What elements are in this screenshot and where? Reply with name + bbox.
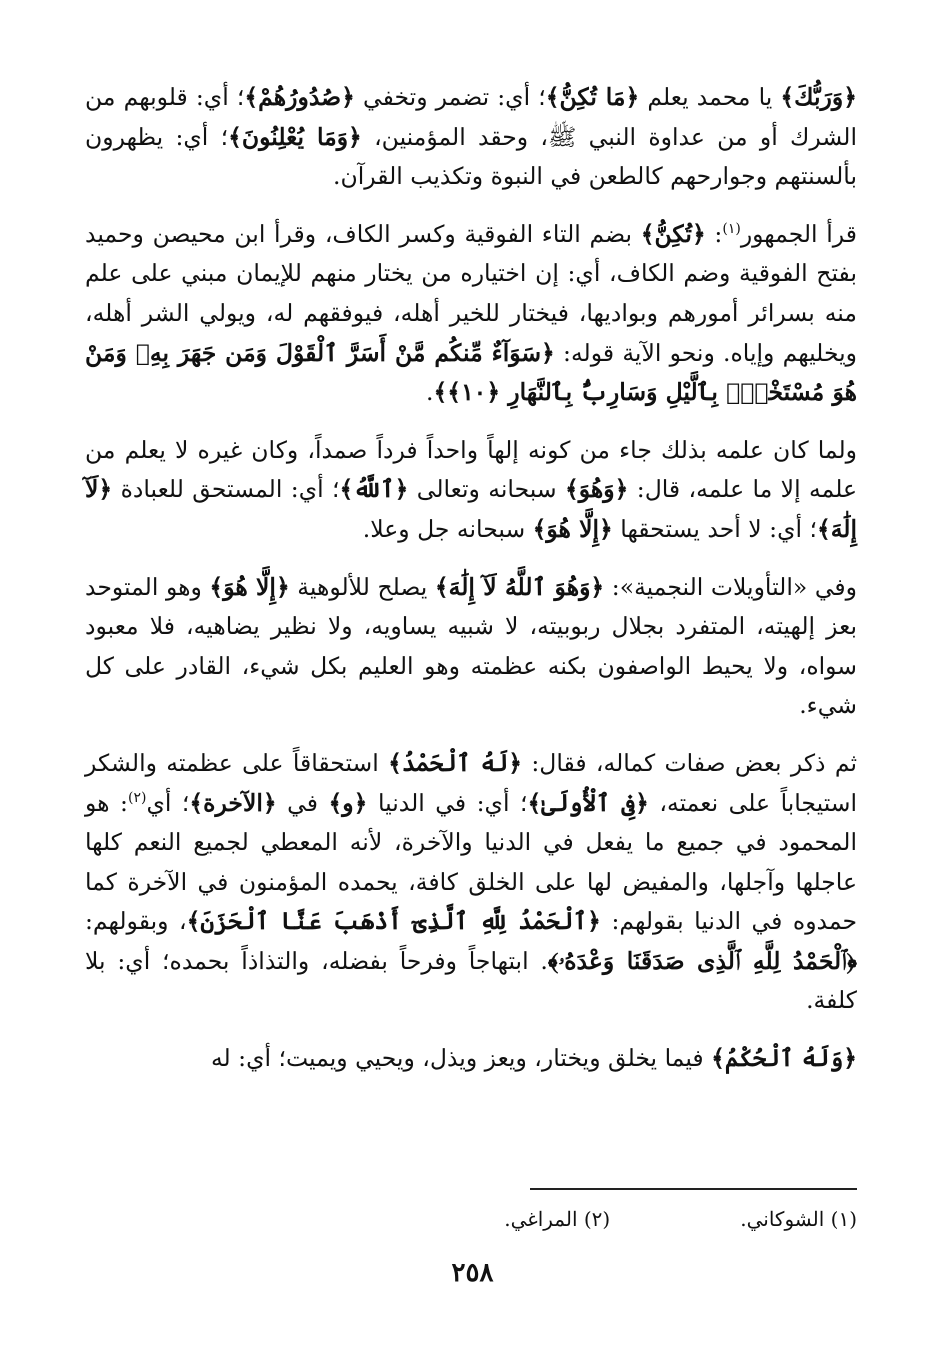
quran-quote: ﴿وَهُوَ﴾ <box>564 475 629 504</box>
paragraph-text: فيما يخلق ويختار، ويعز ويذل، ويحيي ويميت؛ أي: له <box>210 1044 712 1073</box>
footnote-1: (١) الشوكاني. <box>740 1207 857 1231</box>
quran-quote: ﴿ٱللَّهُ﴾ <box>339 475 409 504</box>
paragraph-text: . <box>426 378 434 407</box>
paragraph-text: ثم ذكر بعض صفات كماله، فقال: <box>522 748 857 777</box>
quran-quote: ﴿لَهُ ٱلْحَمْدُ﴾ <box>388 748 523 777</box>
paragraph-4 <box>85 568 857 726</box>
quran-quote: ﴿تُكِنُّ﴾ <box>640 219 706 248</box>
paragraph-2 <box>85 215 857 413</box>
footnotes <box>85 1204 857 1234</box>
quran-quote: ﴿سَوَآءٌ مِّنكُم مَّنْ أَسَرَّ ٱلْقَوْلَ وَمَن جَهَرَ بِهِۦ وَمَنْ هُوَ مُسْتَخْفٍۭ بِٱلَّيْلِ وَسَارِبٌۢ بِٱلنَّهَارِ ﴿١٠﴾﴾ <box>85 338 857 407</box>
paragraph-text: وهو المتوحد بعز إلهيته، المتفرد بجلال ربوبيته، لا شبيه يساويه، ولا نظير يضاهيه، فلا معبود سواه، ولا يحيط الواصفون بكنه عظمته وهو العليم بكل شيء، القادر على كل شيء. <box>85 572 857 720</box>
footnote-ref: (١) <box>722 220 741 237</box>
paragraph-text: ؛ أي: لا أحد يستحقها <box>612 514 817 543</box>
quran-quote: ﴿مَا تُكِنُّ﴾ <box>545 83 640 111</box>
quran-quote: ﴿الآخرة﴾ <box>189 788 277 817</box>
paragraph-text: وفي «التأويلات النجمية»: <box>604 572 857 601</box>
quran-quote: ﴿إِلَّا هُوَ﴾ <box>209 572 290 601</box>
page-number: ٢٥٨ <box>451 1258 494 1288</box>
quran-quote: ﴿ٱلْحَمْدُ لِلَّهِ ٱلَّذِى صَدَقَنَا وَعْدَهُۥ﴾ <box>547 946 857 975</box>
paragraph-text: ، وبقولهم: <box>85 907 187 936</box>
paragraph-text: ؛ أي: المستحق للعبادة <box>112 475 340 504</box>
quran-quote: ﴿وَمَا يُعْلِنُونَ﴾ <box>228 122 362 151</box>
paragraph-1 <box>85 78 857 197</box>
footnote-separator <box>530 1188 857 1190</box>
paragraph-text: : <box>705 219 723 248</box>
paragraph-5 <box>85 744 857 1021</box>
paragraph-text: ؛ أي: يظهرون بألسنتهم وجوارحهم كالطعن في النبوة وتكذيب القرآن. <box>85 122 857 191</box>
paragraph-3 <box>85 431 857 550</box>
paragraph-text: : هو المحمود في جميع ما يفعل في الدنيا والآخرة، لأنه المعطي لجميع النعم كلها عاجلها وآجلها، والمفيض لها على الخلق كافة، يحمده المؤمنون في الآخرة كما حمدوه في الدنيا بقولهم: <box>85 788 857 936</box>
quran-quote: ﴿وَلَهُ ٱلْحُكْمُ﴾ <box>711 1044 857 1073</box>
footnote-2: (٢) المراغي. <box>504 1207 611 1231</box>
paragraph-text: ؛ أي: قلوبهم من الشرك أو من عداوة النبي ﷺ، وحقد المؤمنين، <box>85 83 857 151</box>
paragraph-text: . ابتهاجاً وفرحاً بفضله، والتذاذاً بحمده؛ أي: بلا كلفة. <box>85 946 857 1015</box>
quran-quote: ﴿وَهُوَ ٱللَّهُ لَآ إِلَٰهَ﴾ <box>434 572 605 601</box>
paragraph-text: ؛ أي: في الدنيا <box>367 788 528 817</box>
paragraph-text: سبحانه وتعالى <box>408 475 565 504</box>
paragraph-text: ؛ أي <box>146 788 190 817</box>
paragraph-text: يصلح للألوهية <box>289 572 435 601</box>
paragraph-text: ؛ أي: تضمر وتخفي <box>354 83 546 111</box>
paragraph-text: في <box>276 788 329 817</box>
footnote-ref: (٢) <box>127 789 147 806</box>
paragraph-text: سبحانه جل وعلا. <box>362 514 533 543</box>
quran-quote: ﴿و﴾ <box>328 788 368 817</box>
quran-quote: ﴿ٱلْحَمْدُ لِلَّهِ ٱلَّذِىٓ أَذْهَبَ عَنَّا ٱلْحَزَنَ﴾ <box>186 907 601 936</box>
page-body <box>85 78 857 1097</box>
paragraph-text: ولما كان علمه بذلك جاء من كونه إلهاً واحداً فرداً صمداً، وكان غيره لا يعلم من علمه إلا ما علمه، قال: <box>85 435 857 504</box>
quran-quote: ﴿فِى ٱلْأُولَىٰ﴾ <box>527 788 649 817</box>
quran-quote: ﴿صُدُورُهُمْ﴾ <box>244 83 355 111</box>
paragraph-text: قرأ الجمهور <box>740 219 858 248</box>
paragraph-text: يا محمد يعلم <box>639 83 781 111</box>
paragraph-text: بضم التاء الفوقية وكسر الكاف، وقرأ ابن محيصن وحميد بفتح الفوقية وضم الكاف، أي: إن اختياره من يختار منهم للإيمان مبني على علم منه بسرائر أمورهم وبواديها، فيختار للخير أهله، فيوفقهم له، ويولي الشر أهله، ويخليهم وإياه. ونحو الآية قوله: <box>85 219 857 367</box>
paragraph-text: استحقاقاً على عظمته والشكر استيجاباً على نعمته، <box>85 748 858 817</box>
quran-quote: ﴿إِلَّا هُوَ﴾ <box>532 514 613 543</box>
paragraph-6 <box>85 1039 857 1079</box>
quran-quote: ﴿وَرَبُّكَ﴾ <box>780 83 857 111</box>
quran-quote: ﴿لَآ إِلَٰهَ﴾ <box>85 475 857 543</box>
